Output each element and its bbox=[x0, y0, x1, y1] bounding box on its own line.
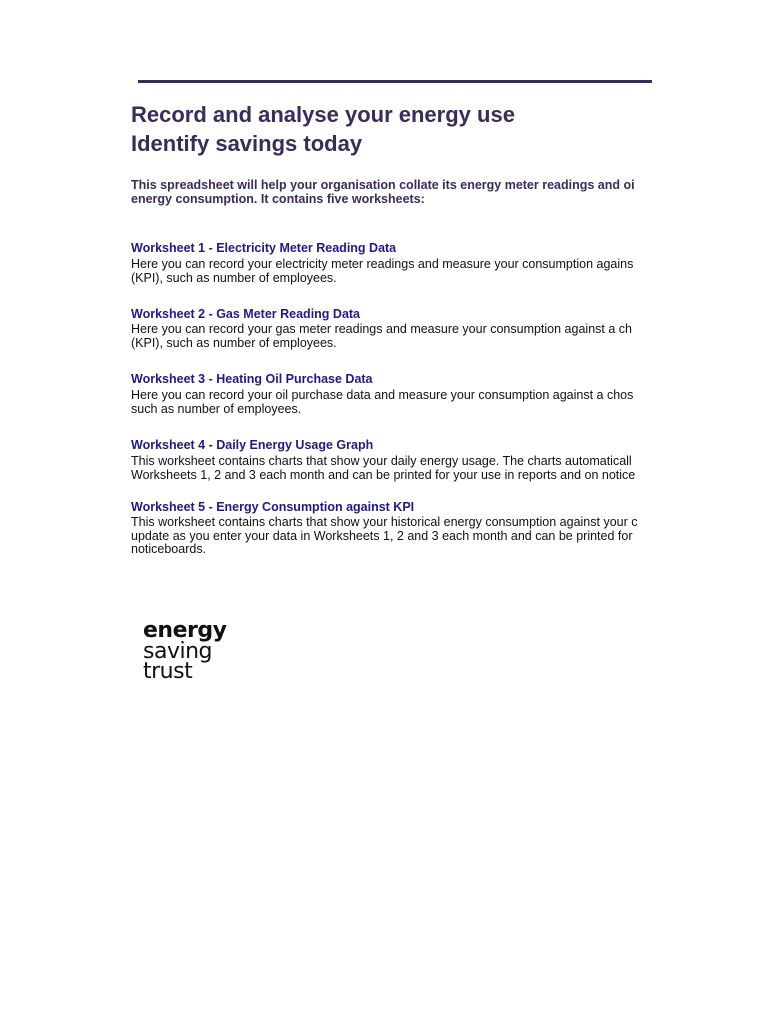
worksheet-3-description bbox=[131, 389, 652, 416]
worksheet-3-line-1: Here you can record your oil purchase data and measure your consumption against a chos bbox=[131, 389, 634, 402]
logo-word-saving: saving bbox=[143, 639, 212, 664]
worksheet-4-description bbox=[131, 455, 652, 482]
worksheet-3-heading: Worksheet 3 - Heating Oil Purchase Data bbox=[131, 372, 373, 386]
worksheet-5-line-1: This worksheet contains charts that show your historical energy consumption against your c bbox=[131, 516, 638, 529]
intro-line-1: This spreadsheet will help your organisation collate its energy meter readings and oi bbox=[131, 179, 635, 192]
worksheet-5-description bbox=[131, 516, 652, 557]
worksheet-1-line-1: Here you can record your electricity meter readings and measure your consumption agains bbox=[131, 258, 634, 271]
worksheet-2-line-2: (KPI), such as number of employees. bbox=[131, 335, 337, 350]
worksheet-3-line-2: such as number of employees. bbox=[131, 401, 302, 416]
page-title-line-1: Record and analyse your energy use bbox=[131, 102, 515, 127]
intro-paragraph bbox=[131, 179, 652, 206]
worksheet-2-heading: Worksheet 2 - Gas Meter Reading Data bbox=[131, 307, 361, 321]
page-title bbox=[131, 100, 652, 158]
worksheet-4-line-2: Worksheets 1, 2 and 3 each month and can be printed for your use in reports and on notice bbox=[131, 467, 636, 482]
worksheet-1-heading: Worksheet 1 - Electricity Meter Reading Data bbox=[131, 241, 397, 255]
worksheet-5-line-3: noticeboards. bbox=[131, 542, 207, 556]
worksheet-4-line-1: This worksheet contains charts that show your daily energy usage. The charts automaticall bbox=[131, 455, 632, 468]
worksheet-4-heading: Worksheet 4 - Daily Energy Usage Graph bbox=[131, 438, 374, 452]
worksheet-1-line-2: (KPI), such as number of employees. bbox=[131, 270, 337, 285]
top-rule bbox=[138, 80, 652, 83]
page-title-line-2: Identify savings today bbox=[131, 131, 363, 156]
worksheet-1-description bbox=[131, 258, 652, 285]
worksheet-2-line-1: Here you can record your gas meter readings and measure your consumption against a ch bbox=[131, 323, 632, 336]
worksheet-5-heading: Worksheet 5 - Energy Consumption against KPI bbox=[131, 500, 415, 514]
logo-word-trust: trust bbox=[143, 659, 193, 684]
logo-word-energy: energy bbox=[143, 618, 227, 643]
energy-saving-trust-logo bbox=[143, 620, 243, 688]
worksheet-2-description bbox=[131, 323, 652, 350]
worksheet-5-line-2: update as you enter your data in Worksheets 1, 2 and 3 each month and can be printed for bbox=[131, 528, 633, 543]
intro-line-2: energy consumption. It contains five worksheets: bbox=[131, 191, 425, 206]
